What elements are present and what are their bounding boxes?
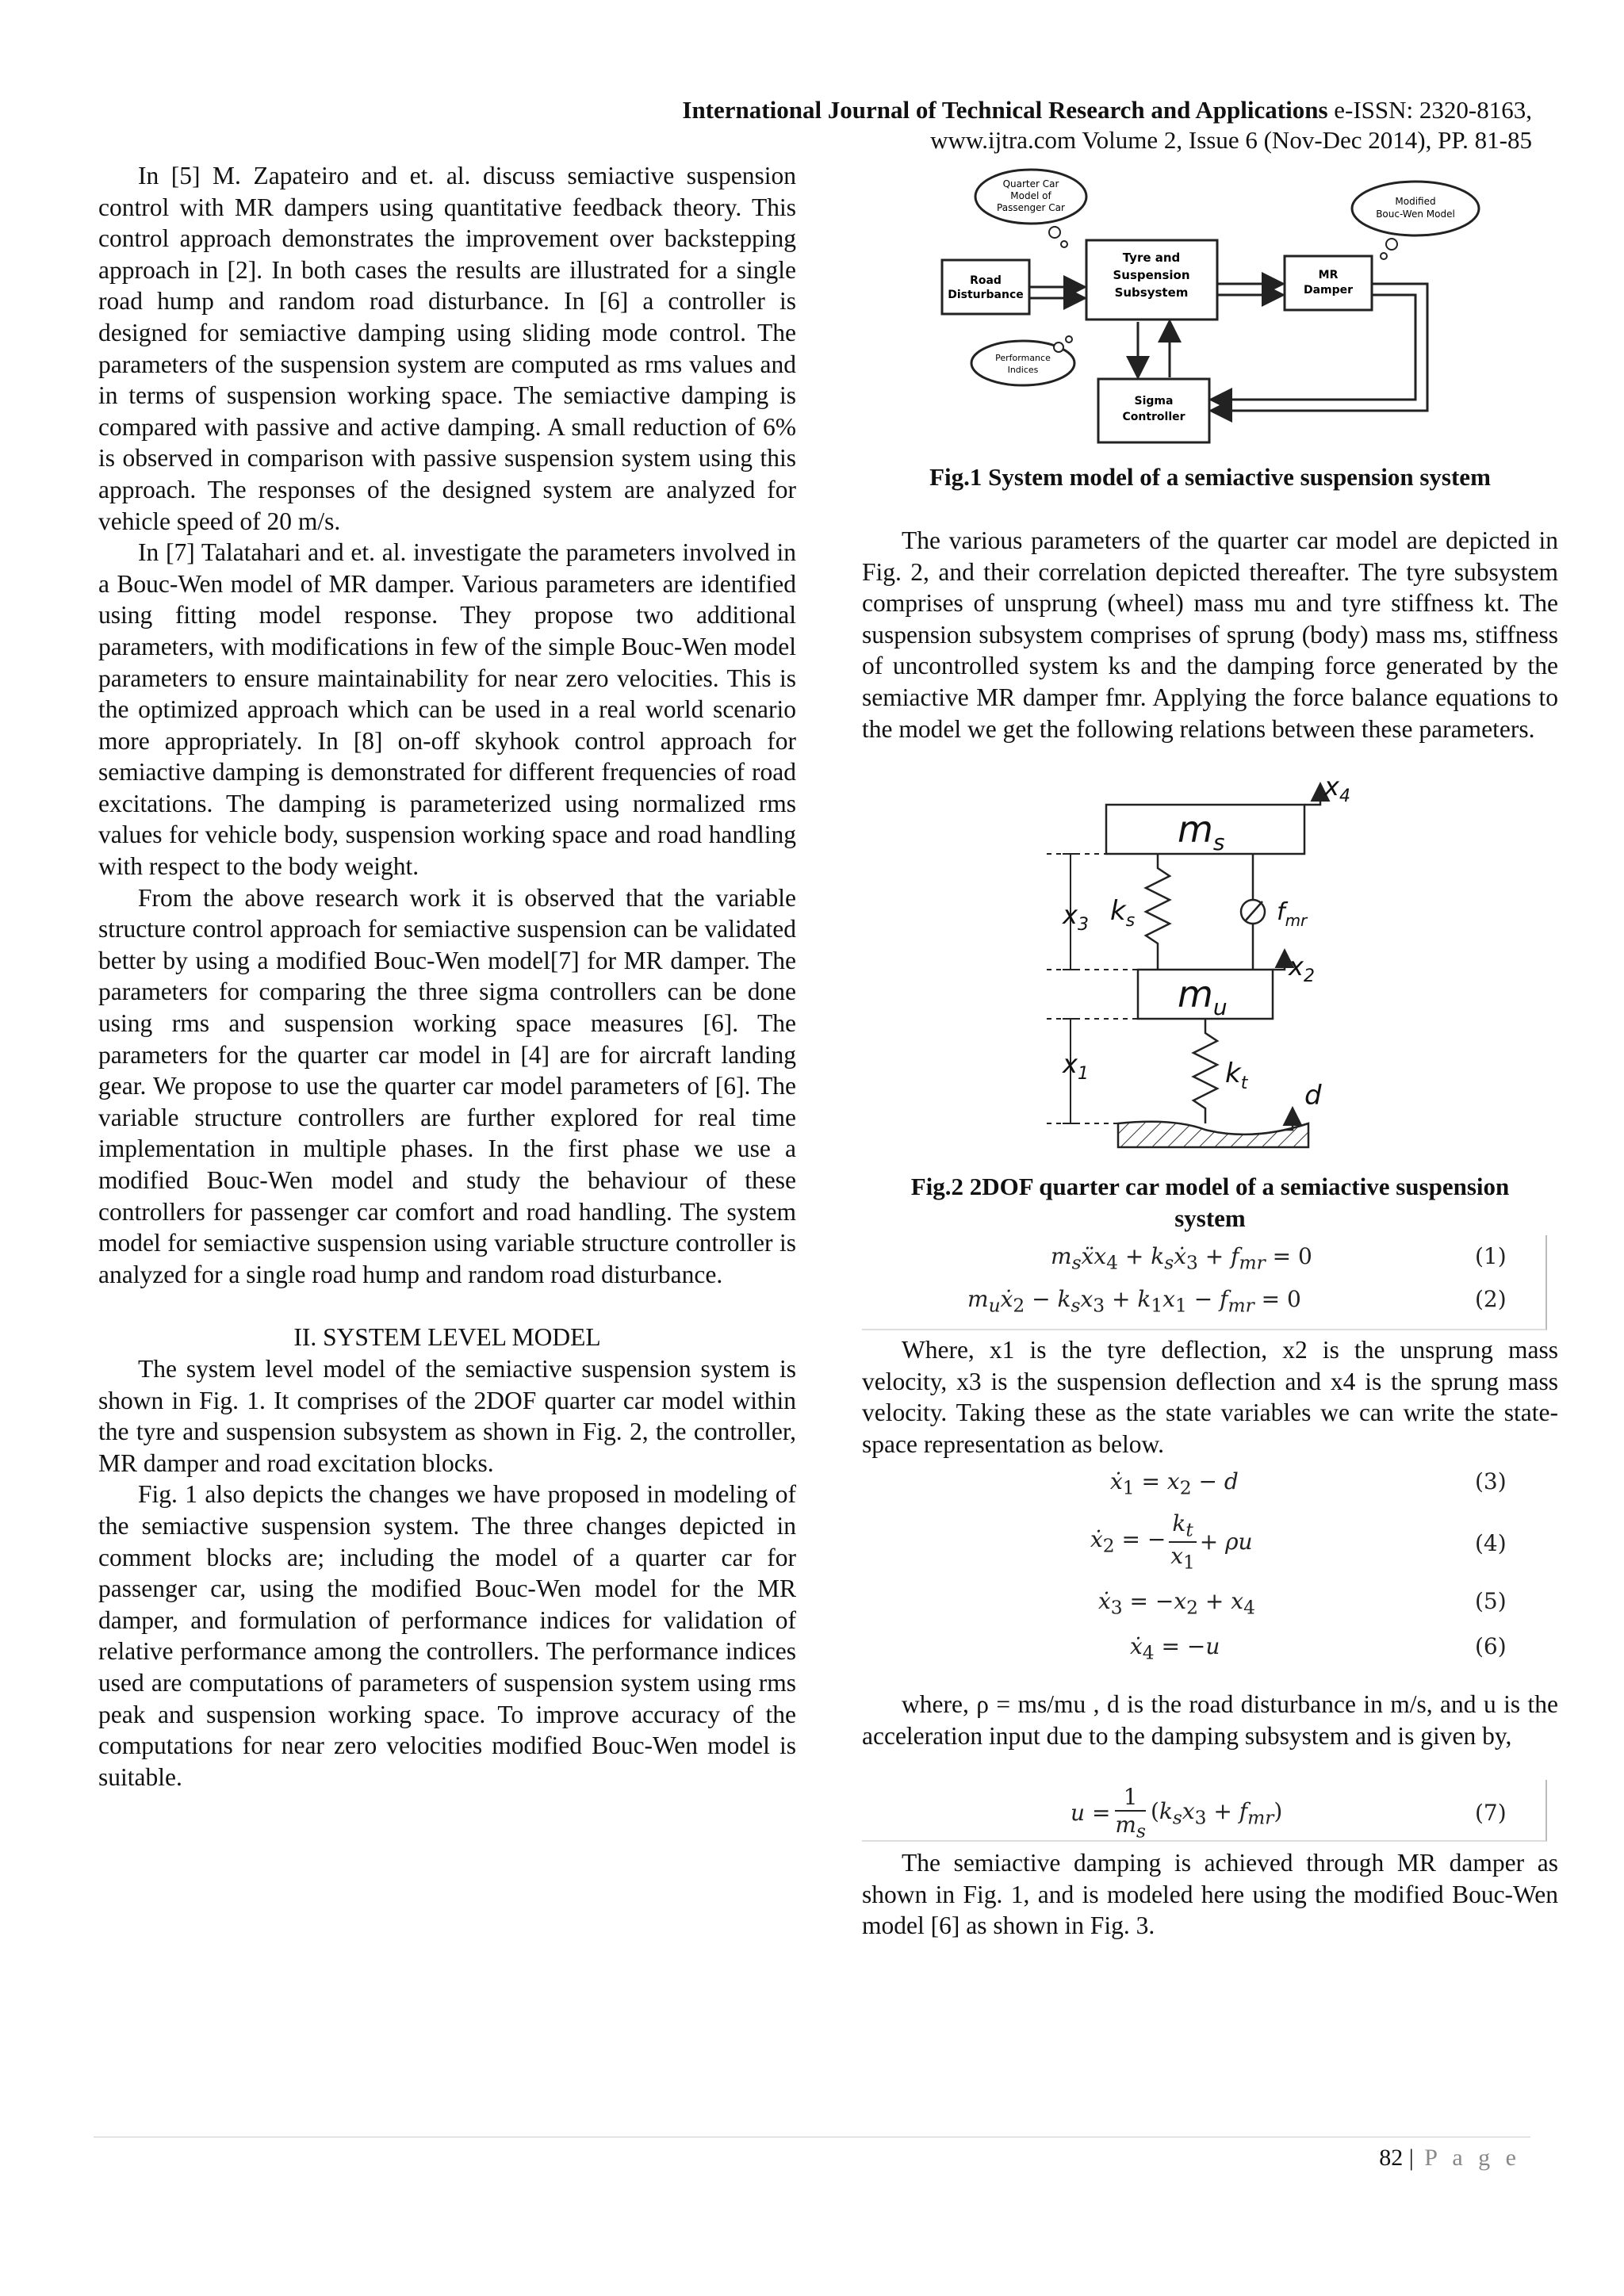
d-label: d (1304, 1080, 1322, 1112)
equation-3: ẋ$_1$ = $x_2 - d$ (1110, 1468, 1239, 1499)
page-footer (1379, 2145, 1521, 2172)
paragraph: Where, x1 is the tyre deflection, x2 is the unsprung mass velocity, x3 is the suspension deflection and x4 is the sprung mass velocity. Taking these as the state variables we can write the state-space representation as below. (862, 1336, 1558, 1458)
equation-number: (3) (1475, 1468, 1507, 1494)
equation-4: ẋ$_2$ = − $\frac{k_t}{x_1}$ + ρu (1090, 1510, 1253, 1574)
svg-text:mu: $m_u$ (1178, 973, 1228, 1020)
svg-text:ms: $m_s$ (1178, 808, 1225, 855)
equation-number: (6) (1475, 1633, 1507, 1659)
right-column-block-3 (862, 1689, 1558, 1751)
cloud-text: Model of (1010, 190, 1051, 201)
svg-text:fmr: $f_{mr}$ (1277, 898, 1308, 930)
x4-label: x (1324, 781, 1339, 802)
x2-label: x (1289, 951, 1304, 982)
ms-label: m (1178, 808, 1213, 851)
svg-text:Tyre and: Tyre and (1122, 251, 1181, 265)
svg-text:x2: $x_2$ (1289, 951, 1315, 986)
block-sigma-controller (1098, 379, 1209, 442)
equation-7: u = $\frac{1}{m_s}$ $(k_sx_3 + f_{mr})$ (1071, 1784, 1283, 1843)
equation-number: (1) (1475, 1243, 1507, 1269)
right-column-block-4 (862, 1847, 1558, 1942)
svg-text:MR: MR (1318, 269, 1339, 281)
fig1-caption: Fig.1 System model of a semiactive suspension system (929, 463, 1491, 491)
equation-number: (5) (1475, 1588, 1507, 1614)
paragraph: In [5] M. Zapateiro and et. al. discuss semiactive suspension control with MR dampers using quantitative feedback theory. This control approach demonstrates the improvement over backstepping approach in [2]. In both cases the results are illustrated for a single road hump and random road disturbance. In [6] a controller is designed for semiactive damping using sliding mode control. The parameters of the suspension system are computed as rms values and in terms of suspension working space. The semiactive damping is compared with passive and active damping. A small reduction of 6% is observed in comparison with passive suspension system using this approach. The responses of the designed system are analyzed for vehicle speed of 20 m/s. (98, 162, 796, 535)
cloud-quarter-car (975, 170, 1086, 247)
fig1-system-diagram (936, 165, 1491, 458)
mu-label: m (1178, 973, 1213, 1016)
svg-text:Disturbance: Disturbance (948, 289, 1024, 301)
cloud-text: Indices (1007, 365, 1039, 375)
volume-line: www.ijtra.com Volume 2, Issue 6 (Nov-Dec 2014), PP. 81-85 (930, 126, 1532, 154)
equation-number: (7) (1475, 1800, 1507, 1826)
equation-1: $m_sẍx_4$ + $k_sẋ_3 + f_{mr} = 0$ (1051, 1243, 1312, 1274)
ks-label: k (1110, 895, 1126, 927)
svg-text:Damper: Damper (1303, 284, 1354, 297)
cloud-bouc-wen (1352, 182, 1479, 259)
paragraph: The semiactive damping is achieved through MR damper as shown in Fig. 1, and is modeled here using the modified Bouc-Wen model [6] as shown in Fig. 3. (862, 1849, 1558, 1940)
right-column-block-1 (862, 525, 1558, 744)
block-tyre-suspension (1086, 240, 1217, 320)
svg-text:x3: $x_3$ (1063, 900, 1089, 935)
svg-text:Sigma: Sigma (1134, 395, 1174, 408)
paragraph: From the above research work it is observed that the variable structure control approach for semiactive suspension can be validated better by using a modified Bouc-Wen model[7] for MR damper. The parameters for comparing the three sigma controllers can be done using rms and suspension working space measures [6]. The parameters for the quarter car model in [4] are for aircraft landing gear. We propose to use the quarter car model parameters of [6]. The variable structure controllers are further explored for real time implementation in multiple phases. In the first phase we use a modified Bouc-Wen model and study the behaviour of these controllers for passenger car comfort and road handling. The system model for semiactive suspension using variable structure controller is analyzed for a single road hump and random road disturbance. (98, 883, 796, 1288)
cloud-performance (971, 336, 1074, 385)
spring-kt (1193, 1019, 1217, 1123)
svg-text:Road: Road (970, 274, 1002, 287)
block-mr-damper (1285, 256, 1372, 310)
fig2-caption: Fig.2 2DOF quarter car model of a semiactive suspension system (910, 1173, 1510, 1232)
journal-title: International Journal of Technical Research and Applications (682, 96, 1328, 124)
x1-label: x (1063, 1049, 1078, 1079)
paragraph: In [7] Talatahari and et. al. investigate the parameters involved in a Bouc-Wen model of MR damper. Various parameters are identified using fitting model response. They propose two additional parameters, with modifications in few of the simple Bouc-Wen model parameters to ensure maintainability for near zero velocities. This is the optimized approach which can be used in a real world scenario more appropriately. In [8] on-off skyhook control approach for semiactive damping is demonstrated for different frequencies of road excitations. The damping is parameterized using normalized rms values for vehicle body, suspension working space and road handling with respect to the body weight. (98, 538, 796, 881)
cloud-text: Modified (1395, 196, 1436, 207)
fig2-quarter-car-model (1047, 781, 1388, 1161)
cloud-text: Passenger Car (997, 202, 1065, 213)
equation-number: (4) (1475, 1530, 1507, 1556)
svg-text:Suspension: Suspension (1113, 268, 1190, 282)
svg-text:x4: $x_4$ (1323, 781, 1350, 806)
kt-label: k (1225, 1058, 1241, 1089)
ground (1118, 1122, 1308, 1147)
page-number: 82 | (1379, 2145, 1414, 2171)
svg-text:x1: $x_1$ (1063, 1049, 1089, 1084)
paragraph: The various parameters of the quarter car model are depicted in Fig. 2, and their correlation depicted thereafter. The tyre subsystem comprises of unsprung (wheel) mass mu and tyre stiffness kt. The suspension subsystem comprises of sprung (body) mass ms, stiffness of uncontrolled system ks and the damping force generated by the semiactive MR damper fmr. Applying the force balance equations to the model we get the following relations between these parameters. (862, 526, 1558, 743)
equation-number: (2) (1475, 1286, 1507, 1312)
paragraph: The system level model of the semiactive suspension system is shown in Fig. 1. It comprises of the 2DOF quarter car model within the tyre and suspension subsystem as shown in Fig. 2, the controller, MR damper and road excitation blocks. (98, 1354, 796, 1477)
cloud-text: Bouc-Wen Model (1376, 209, 1455, 220)
journal-header (682, 95, 1532, 155)
fmr-label: f (1277, 898, 1285, 926)
equation-5: ẋ$_3$ = $-x_2 + x_4$ (1098, 1588, 1255, 1619)
spring-ks (1146, 854, 1170, 970)
equation-6: ẋ$_4$ = −u (1130, 1633, 1220, 1664)
svg-text:Subsystem: Subsystem (1114, 285, 1189, 300)
left-column (98, 160, 796, 1793)
equation-2: $m_uẋ_2 - k_sx_3 + k_1x_1 - f_{mr} = 0$ (967, 1286, 1301, 1317)
issn: e-ISSN: 2320-8163, (1327, 96, 1532, 124)
cloud-text: Performance (995, 353, 1051, 363)
block-road-disturbance (942, 260, 1029, 314)
svg-text:kt: $k_t$ (1225, 1058, 1248, 1093)
svg-text:Controller: Controller (1122, 411, 1185, 423)
paragraph: where, ρ = ms/mu , d is the road disturbance in m/s, and u is the acceleration input due to the damping subsystem and is given by, (862, 1690, 1558, 1750)
right-column-block-2 (862, 1334, 1558, 1460)
page-word: P a g e (1413, 2145, 1521, 2171)
cloud-text: Quarter Car (1002, 178, 1059, 189)
x3-label: x (1063, 900, 1078, 930)
svg-text:ks: $k_s$ (1110, 895, 1136, 931)
section-heading: II. SYSTEM LEVEL MODEL (293, 1323, 601, 1352)
paragraph: Fig. 1 also depicts the changes we have proposed in modeling of the semiactive suspension system. The three changes depicted in comment blocks are; including the model of a quarter car for passenger car, using the modified Bouc-Wen model for the MR damper, and formulation of performance indices for validation of relative performance among the controllers. The performance indices used are computations of parameters of suspension system using rms peak and suspension working space. To improve accuracy of the computations for near zero velocities modified Bouc-Wen model is suitable. (98, 1480, 796, 1791)
